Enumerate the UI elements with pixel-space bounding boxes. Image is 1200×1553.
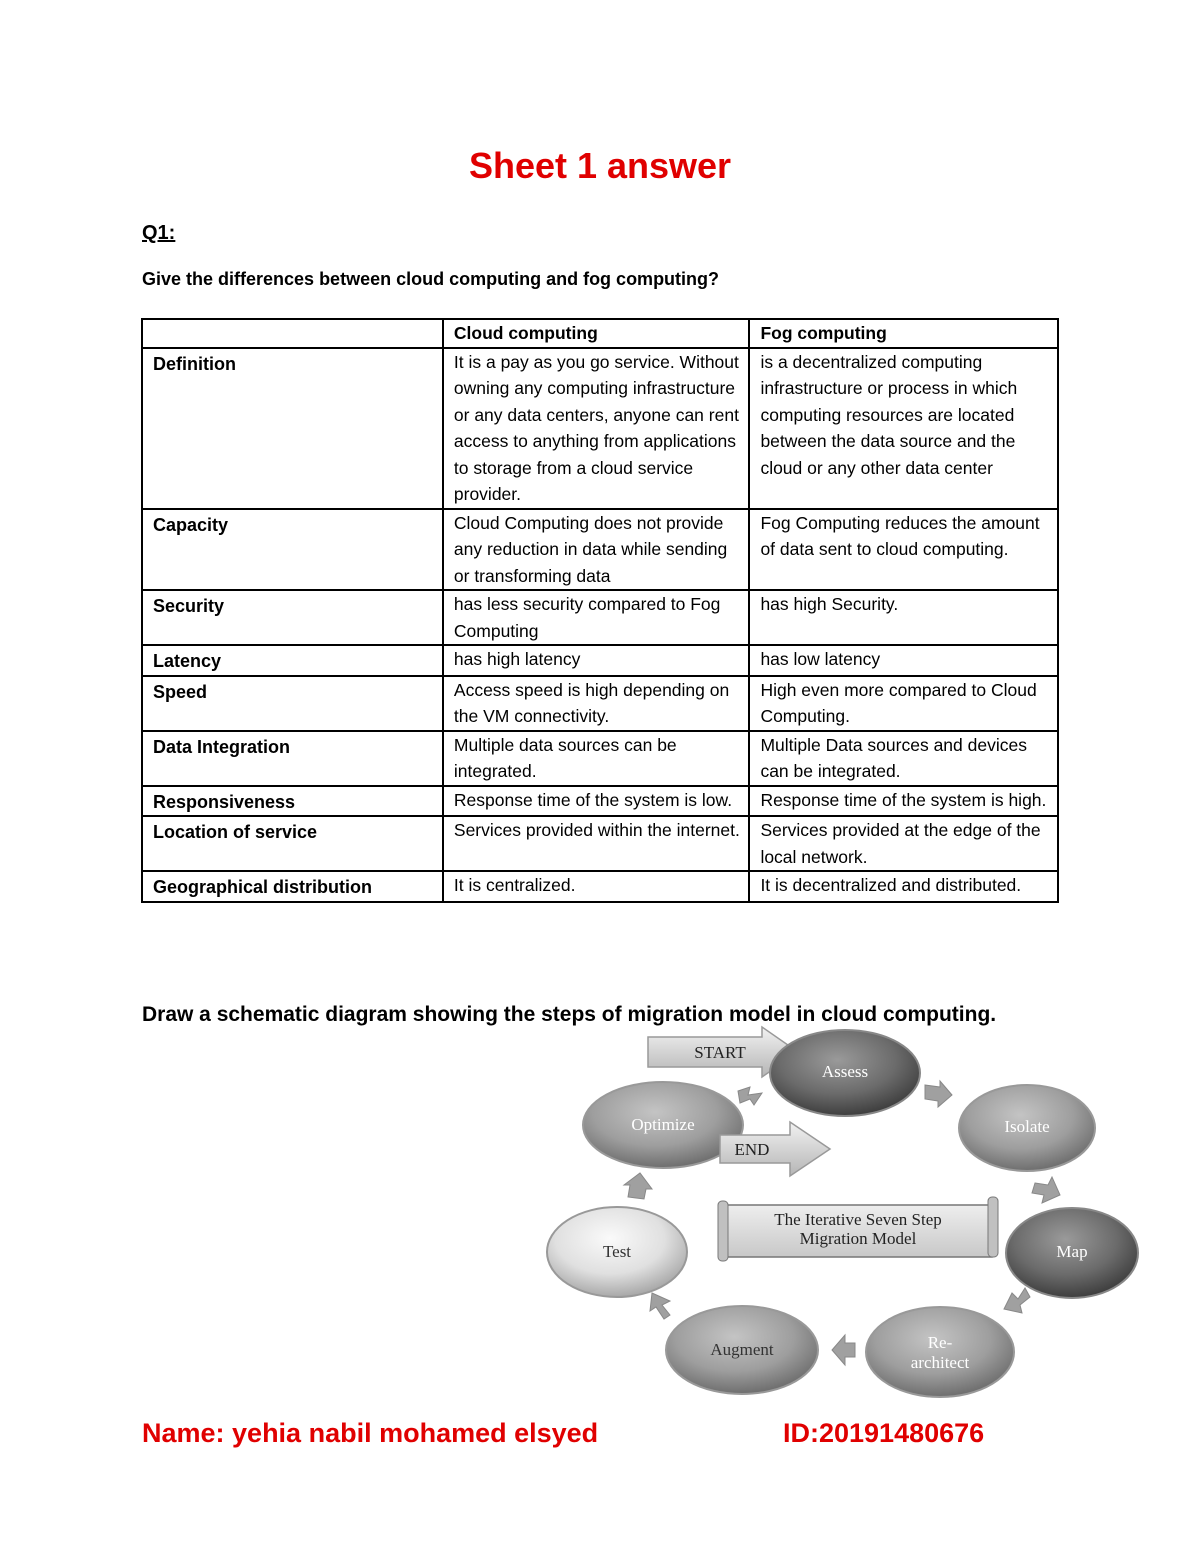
student-id: ID:20191480676 (783, 1418, 985, 1448)
table-row (142, 509, 1058, 591)
table-row (142, 731, 1058, 786)
question-number: Q1: (142, 222, 176, 244)
row-label: Geographical distribution (142, 871, 443, 902)
fog-cell: is a decentralized computing infrastructure or process in which computing resources are located between the data source and the cloud or any other data center (749, 348, 1058, 509)
diagram-prompt: Draw a schematic diagram showing the steps of migration model in cloud computing. (142, 1003, 997, 1026)
row-label: Security (142, 590, 443, 645)
optimize-node (583, 1082, 743, 1168)
scroll-title-line1: The Iterative Seven Step (774, 1210, 942, 1229)
table-header-row (142, 319, 1058, 348)
end-label: END (734, 1140, 770, 1159)
table-header-cloud: Cloud computing (443, 319, 750, 348)
start-label: START (694, 1043, 746, 1062)
table-row (142, 590, 1058, 645)
rearchitect-label-1: Re- (927, 1333, 953, 1352)
fog-cell: Response time of the system is high. (749, 786, 1058, 817)
row-label: Speed (142, 676, 443, 731)
comparison-table (141, 318, 1059, 903)
question-text: Give the differences between cloud computing and fog computing? (142, 269, 720, 289)
row-label: Latency (142, 645, 443, 676)
scroll-banner (718, 1197, 998, 1261)
rearchitect-label-2: architect (910, 1353, 970, 1372)
cloud-cell: It is a pay as you go service. Without owning any computing infrastructure or any data centers, anyone can rent access to anything from applications to storage from a cloud service provider. (443, 348, 750, 509)
table-row (142, 676, 1058, 731)
assess-node (770, 1030, 920, 1116)
table-row (142, 871, 1058, 902)
cloud-cell: has less security compared to Fog Computing (443, 590, 750, 645)
table-row (142, 786, 1058, 817)
table-header-empty (142, 319, 443, 348)
test-label: Test (602, 1242, 632, 1261)
fog-cell: Services provided at the edge of the local network. (749, 816, 1058, 871)
cloud-cell: Response time of the system is low. (443, 786, 750, 817)
scroll-title-line2: Migration Model (799, 1229, 917, 1248)
fog-cell: Multiple Data sources and devices can be integrated. (749, 731, 1058, 786)
row-label: Location of service (142, 816, 443, 871)
optimize-label: Optimize (631, 1115, 695, 1134)
isolate-label: Isolate (1004, 1117, 1050, 1136)
fog-cell: High even more compared to Cloud Computing. (749, 676, 1058, 731)
fog-cell: It is decentralized and distributed. (749, 871, 1058, 902)
row-label: Data Integration (142, 731, 443, 786)
arrow-map-rearchitect (1004, 1288, 1030, 1313)
row-label: Definition (142, 348, 443, 509)
arrow-test-optimize (624, 1173, 652, 1199)
fog-cell: has high Security. (749, 590, 1058, 645)
table-row (142, 348, 1058, 509)
cloud-cell: Cloud Computing does not provide any reduction in data while sending or transforming data (443, 509, 750, 591)
table-row (142, 816, 1058, 871)
migration-model-diagram (540, 1025, 1150, 1405)
augment-node (666, 1306, 818, 1394)
rearchitect-node (866, 1307, 1014, 1397)
arrow-optimize-assess (738, 1087, 762, 1105)
cloud-cell: Multiple data sources can be integrated. (443, 731, 750, 786)
row-label: Responsiveness (142, 786, 443, 817)
map-node (1006, 1208, 1138, 1298)
cloud-cell: It is centralized. (443, 871, 750, 902)
map-label: Map (1056, 1242, 1088, 1261)
table-row (142, 645, 1058, 676)
fog-cell: Fog Computing reduces the amount of data sent to cloud computing. (749, 509, 1058, 591)
student-name: Name: yehia nabil mohamed elsyed (142, 1418, 599, 1448)
fog-cell: has low latency (749, 645, 1058, 676)
table-header-fog: Fog computing (749, 319, 1058, 348)
arrow-assess-isolate (925, 1081, 952, 1107)
augment-label: Augment (710, 1340, 774, 1359)
row-label: Capacity (142, 509, 443, 591)
arrow-rearchitect-augment (832, 1335, 855, 1365)
page-title: Sheet 1 answer (468, 145, 732, 186)
isolate-node (959, 1085, 1095, 1171)
assess-label: Assess (821, 1062, 869, 1081)
cloud-cell: Services provided within the internet. (443, 816, 750, 871)
cloud-cell: has high latency (443, 645, 750, 676)
test-node (547, 1207, 687, 1297)
cloud-cell: Access speed is high depending on the VM connectivity. (443, 676, 750, 731)
arrow-augment-test (650, 1293, 670, 1319)
arrow-isolate-map (1032, 1177, 1060, 1203)
